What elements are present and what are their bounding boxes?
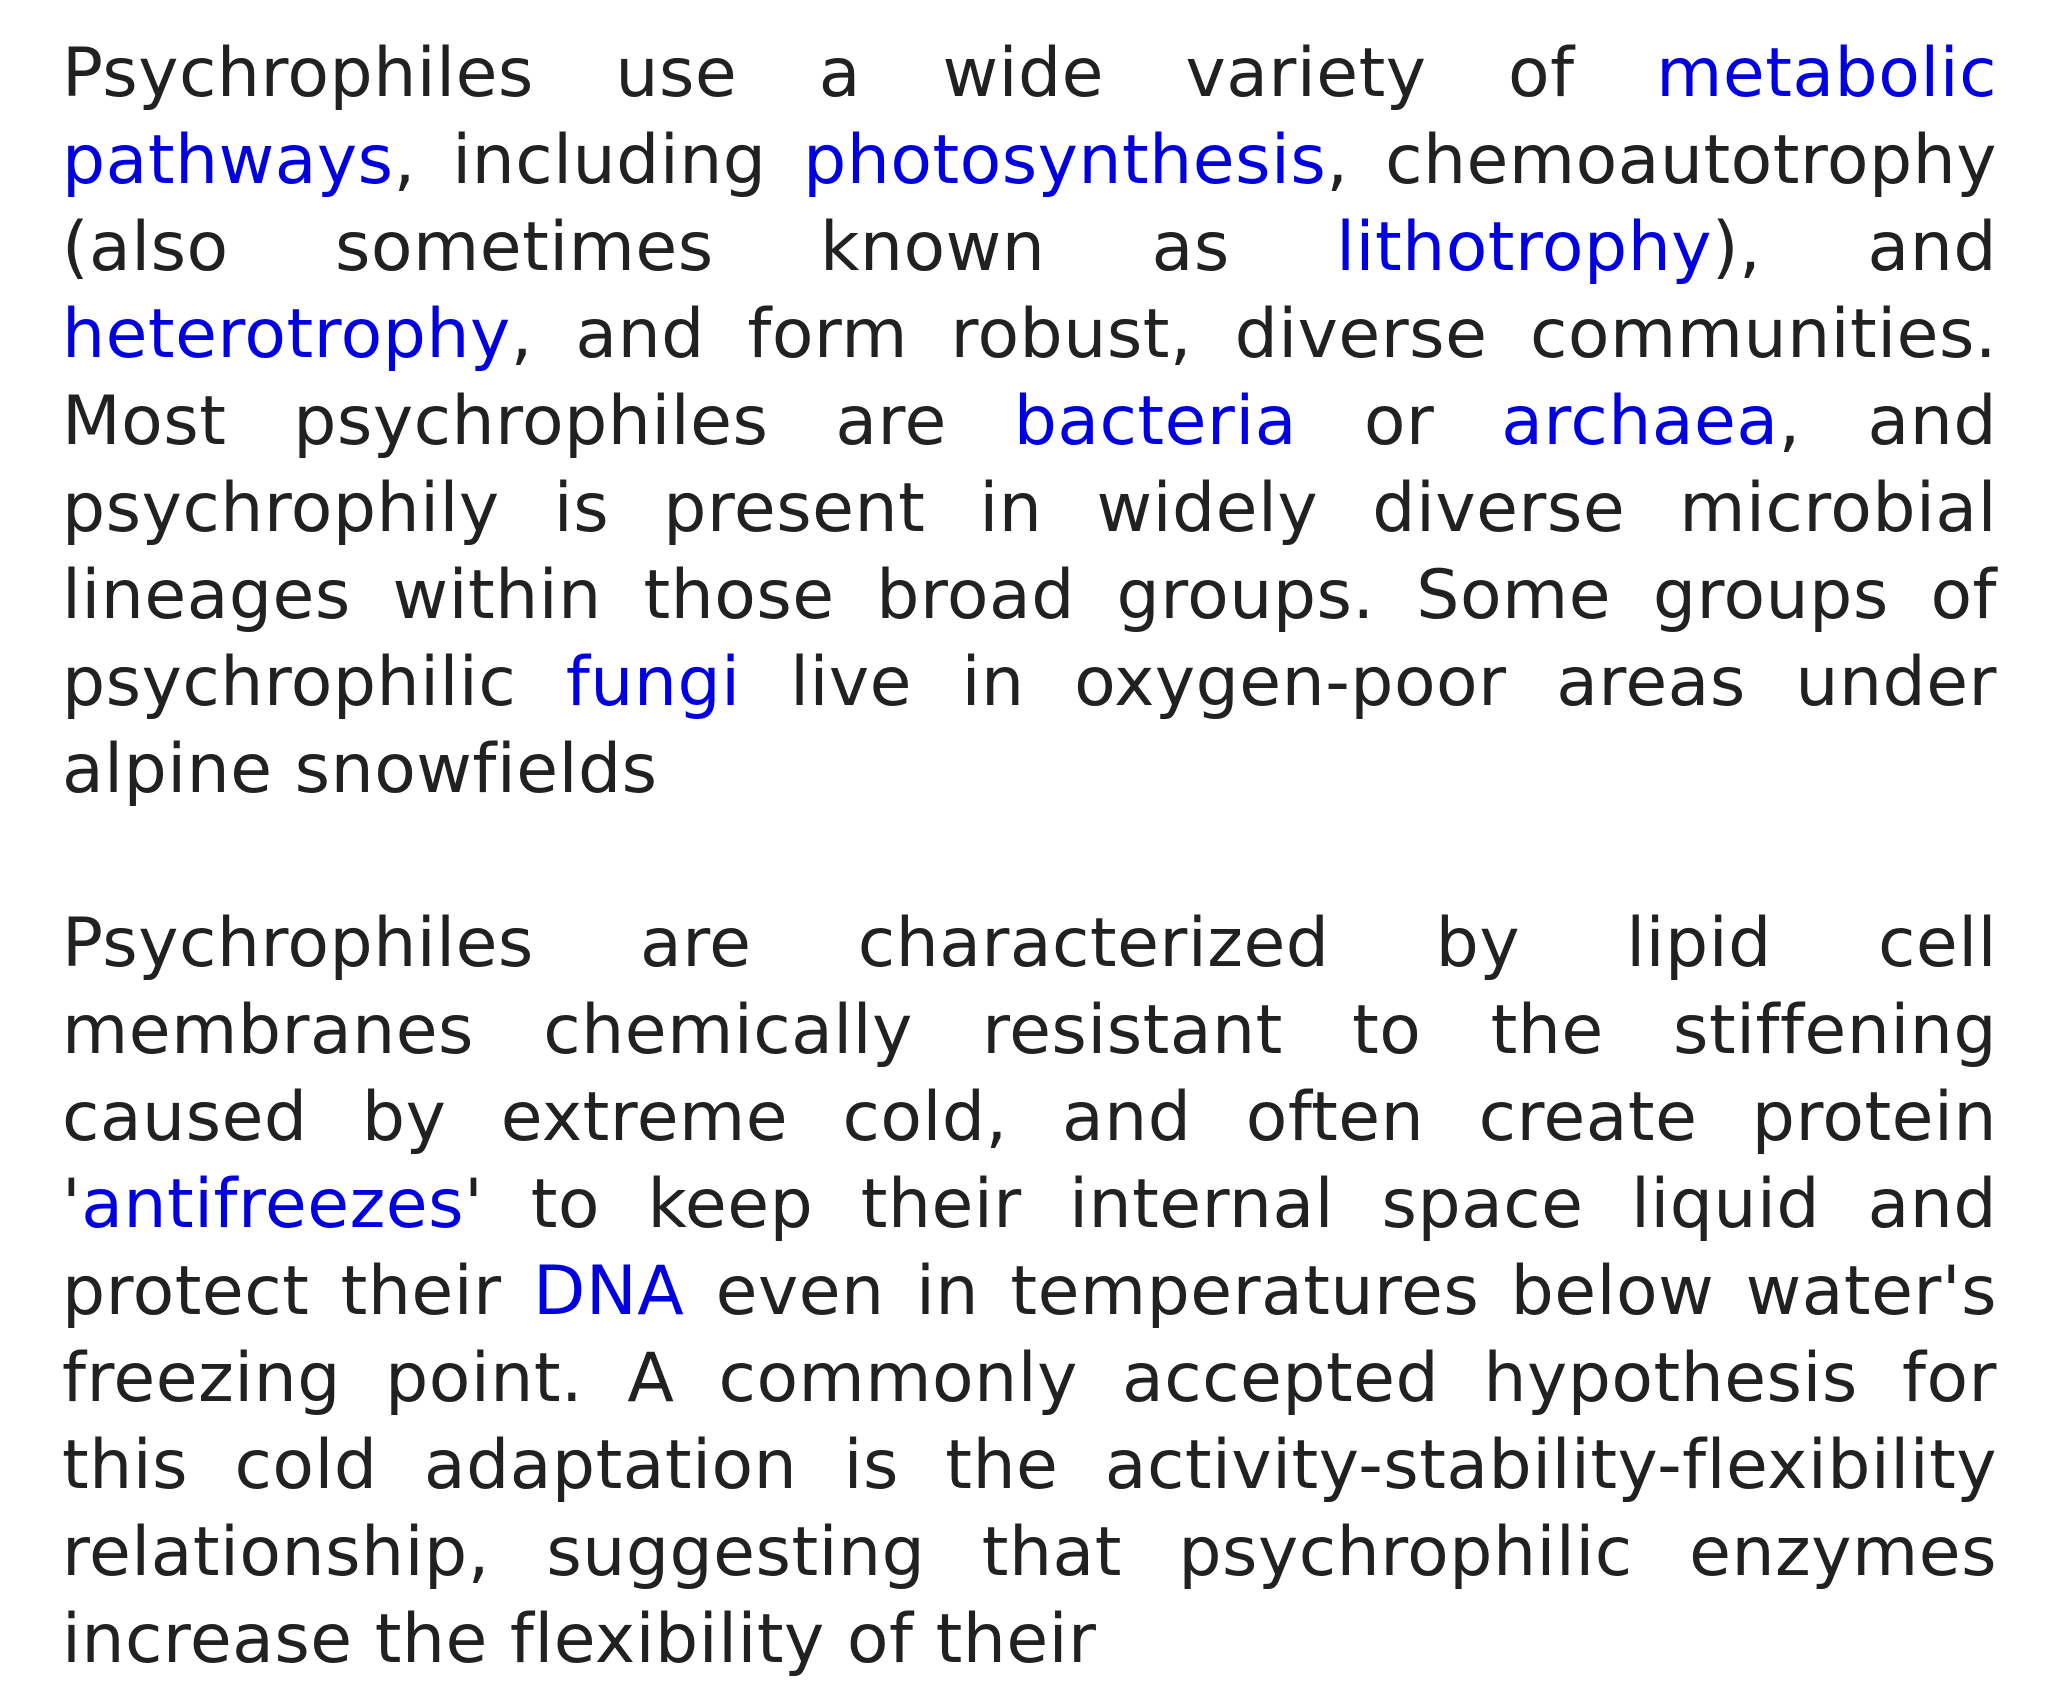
link-fungi[interactable]: fungi <box>565 643 741 722</box>
text-segment: ), and <box>1712 208 1997 287</box>
paragraph-adaptation <box>62 900 1997 1683</box>
link-photosynthesis[interactable]: photosynthesis <box>803 121 1327 200</box>
link-bacteria[interactable]: bacteria <box>1013 382 1297 461</box>
text-segment: or <box>1296 382 1502 461</box>
text-segment: , including <box>393 121 804 200</box>
link-archaea[interactable]: archaea <box>1501 382 1779 461</box>
text-segment: , chemoautotrophy (also sometimes known as <box>62 121 1997 287</box>
link-antifreezes[interactable]: antifreezes <box>81 1165 465 1244</box>
article-content <box>62 30 1997 1683</box>
text-segment: , and form robust, diverse communities. Most psychrophiles are <box>62 295 1997 461</box>
text-segment: , and psychrophily is present in widely diverse microbial lineages within those broad groups. Some groups of psychrophilic <box>62 382 1997 722</box>
paragraph-metabolism <box>62 30 1997 813</box>
link-metabolic-pathways[interactable]: metabolic pathways <box>62 34 1997 200</box>
text-segment: ' to keep their internal space liquid and protect their <box>62 1165 1997 1331</box>
link-dna[interactable]: DNA <box>533 1252 685 1331</box>
text-segment: even in temperatures below water's freezing point. A commonly accepted hypothesis for this cold adaptation is the activity-stability-flexibility relationship, suggesting that psychrophilic enzymes increase the flexibility of their <box>62 1252 1998 1679</box>
text-segment: live in oxygen-poor areas under alpine snowfields <box>62 643 1998 809</box>
text-segment: Psychrophiles use a wide variety of <box>62 34 1657 113</box>
link-heterotrophy[interactable]: heterotrophy <box>62 295 511 374</box>
text-segment: Psychrophiles are characterized by lipid cell membranes chemically resistant to the stiffening caused by extreme cold, and often create protein ' <box>62 904 1997 1244</box>
link-lithotrophy[interactable]: lithotrophy <box>1336 208 1713 287</box>
